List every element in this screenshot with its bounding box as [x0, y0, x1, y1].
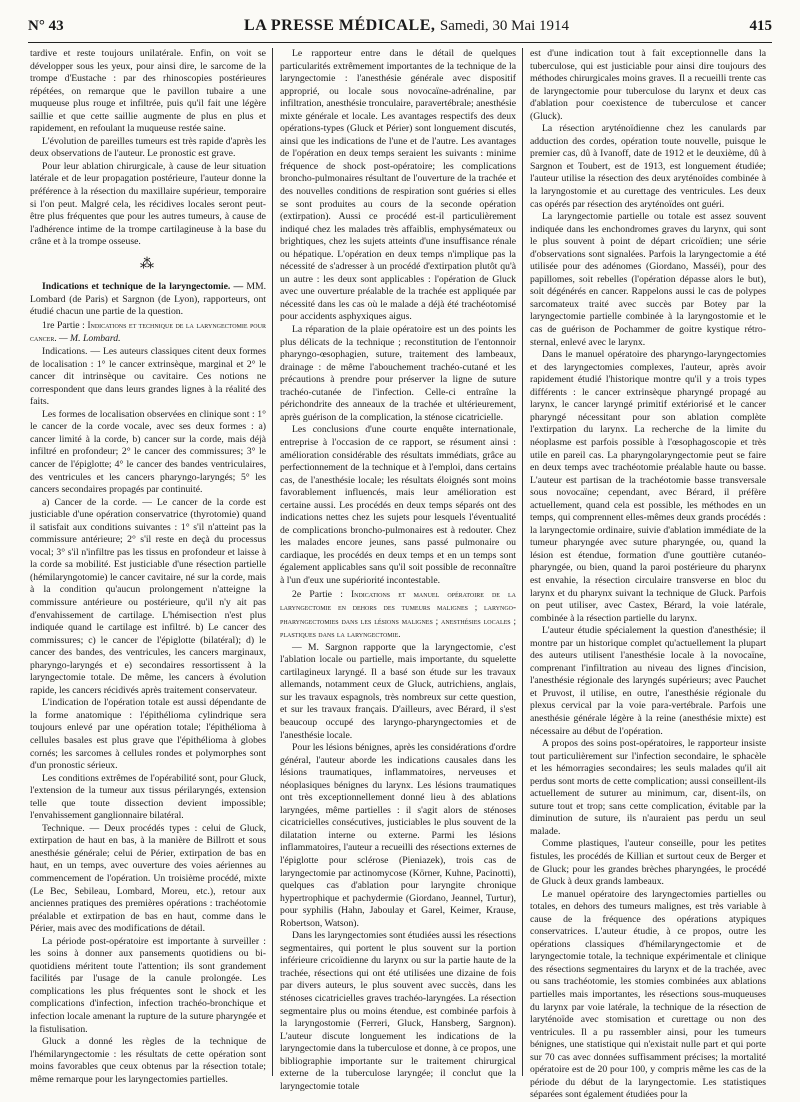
part-subject: Indications et manuel opératoire de la laryngectomie en dehors des tumeurs malignes ; laryngo-pharyngectomies dans les lésions malignes ; anesthésies locales ; plastiques dans la laryngectomie.: [280, 588, 516, 640]
paragraph: Gluck a donné les règles de la technique de l'hémilaryngectomie : les résultats de cette opération sont moins favorables que ceux obtenus par la résection totale; même remarque pour les laryngectomies partielles.: [30, 1036, 266, 1085]
paragraph: La période post-opératoire est importante à surveiller : les soins à donner aux pansements quotidiens ou bi-quotidiens méritent toute l'attention; ils sont grandement facilités par l'usage de la canule prolongée. Les complications les plus fréquentes sont le shock et les complications d'infection, infection trachéo-bronchique et infection locale amenant la rupture de la suture pharyngée et la fistulisation.: [30, 935, 266, 1035]
paragraph: Les conditions extrêmes de l'opérabilité sont, pour Gluck, l'extension de la tumeur aux tissus périlaryngés, extension telle que toute dissection devient impossible; l'envahissement ganglionnaire bilatéral.: [30, 772, 266, 822]
paragraph: Technique. — Deux procédés types : celui de Gluck, extirpation de haut en bas, à la manière de Billrott et sous anesthésie générale; celui de Périer, extirpation de bas en haut, en un temps, avec ouverture des voies aériennes au commencement de l'opération. Un troisième procédé, mixte (Le Bec, Sebileau, Lombard, Moreu, etc.), retour aux anciennes pratiques des premières opérations : trachéotomie préalable et extirpation de bas en haut, comme dans le Périer, mais avec des modifications de détail.: [30, 822, 266, 935]
paragraph: Les formes de localisation observées en clinique sont : 1° le cancer de la corde vocale, avec ses deux formes : a) cancer limité à la corde, b) cancer sur la corde, mais déjà infiltré en profondeur; 2° le cancer des commissures; 3° le cancer de l'épiglotte; 4° le cancer des bandes ventriculaires, des ventricules et les cancers pharyngo-laryngés; 5° les cancers secondaires propagés par continuité.: [30, 408, 266, 496]
part-subject: Indications et technique de la laryngectomie pour cancer.: [30, 319, 266, 344]
part-author: — M. Lombard.: [59, 333, 121, 345]
paragraph: tardive et reste toujours unilatérale. Enfin, on voit se développer sous les yeux, pour ainsi dire, le sarcome de la trompe d'Eustache : par des rhinoscopies postérieures répétées, on remarque que le pavillon tubaire a une muqueuse plus rouge et infiltrée, puis qu'il fait une légère saillie et que cette saillie augmente de plus en plus et rapidement, en refoulant la muqueuse restée saine.: [30, 48, 266, 135]
page-number: 415: [749, 18, 772, 34]
paragraph: Le rapporteur entre dans le détail de quelques particularités extrêmement importantes de la technique de la laryngectomie : l'anesthésie générale avec dispositif approprié, ou locale sous novocaïne-adrénaline, par infiltration, anesthésie tronculaire, paravertébrale; anesthésie mixte générale et locale. Les avantages respectifs des deux opérations-types (Gluck et Périer) sont longuement discutés, ainsi que les indications de l'une et de l'autre. Les avantages de l'opération en deux temps seraient les suivants : minime fréquence de shock post-opératoire; les complications broncho-pulmonaires résultant de l'ouverture de la trachée et des nouvelles conditions de respiration sont guéries si elles se sont produites au cours de la seconde opération (extirpation). Aussi ce procédé est-il particulièrement indiqué chez les malades très affaiblis, emphysémateux ou brightiques, chez les sujets atteints d'une insuffisance rénale ou hépatique. L'opération en deux temps n'implique pas la nécessité de s'adresser à un procédé d'extirpation plutôt qu'à un autre : les deux sont applicables : l'opération de Gluck avec une ouverture préalable de la trachée est appliquée par nécessité dans les cas où le malade a déjà été trachéotomisé pour accidents asphyxiques aigus.: [280, 48, 516, 323]
paragraph: L'auteur étudie spécialement la question d'anesthésie; il montre par un historique complet qu'actuellement la plupart des auteurs utilisent l'anesthésie locale à la novocaïne, comprenant l'infiltration au niveau des lignes d'incision, l'anesthésie régionale des laryngés supérieurs; avec Pauchet et Pruvost, il utilise, en outre, l'anesthésie régionale du plexus cervical par la voie para-vertébrale. Parfois une anesthésie générale légère à la reine (anesthésie mixte) est nécessaire au début de l'opération.: [530, 625, 766, 737]
paragraph: Dans le manuel opératoire des pharyngo-laryngectomies et des laryngectomies complexes, l'auteur, après avoir rapidement étudié l'historique montre qu'il y a trois types différents : le cancer extrinsèque pharyngé propagé au larynx, le cancer laryngé primitif extériorisé et le cancer pharyngé nécessitant pour son ablation complète l'extirpation du larynx. La recherche de la limite du néoplasme est parfois possible à l'œsophagoscopie et très utile en pareil cas. La pharyngolaryngectomie peut se faire en deux temps avec trachéotomie préalable haute ou basse. L'auteur est partisan de la trachéotomie basse transversale sous novocaïne; cependant, avec Bérard, il préfère actuellement, quand cela est possible, les méthodes en un temps, qui comprennent elles-mêmes deux grands procédés : la laryngectomie ordinaire, suivie d'ablation immédiate de la tumeur pharyngée avec suture pharyngée, ou, quand la lésion est étendue, formation d'une gouttière cutanéo-pharyngée, ou bien, quand la paroi postérieure du pharynx est envahie, la résection circulaire transverse en bloc du larynx et du pharynx suivant la technique de Gluck. Parfois on peut utiliser, avec Castex, Bérard, la voie latérale, combinée à la résection partielle du larynx.: [530, 349, 766, 624]
paragraph: a) Cancer de la corde. — Le cancer de la corde est justiciable d'une opération conservatrice (thyrotomie) quand il satisfait aux conditions suivantes : 1° s'il n'atteint pas la commissure antérieure; 2° s'il reste en deçà du processus vocal; 3° s'il n'infiltre pas les tissus en profondeur et laisse à la corde sa mobilité. Est justiciable d'une résection partielle (hémilaryngotomie) le cancer cavitaire, né sur la corde, mais à la condition qu'aucun prolongement n'atteigne la commissure antérieure ou postérieure, qu'il n'y ait pas d'envahissement de cartilage. L'hémisection n'est plus indiquée quand le cartilage est infiltré. b) Le cancer des commissures; c) le cancer de l'épiglotte (bilatéral); d) le cancer des bandes, des ventricules, les cancers marginaux, pharyngo-laryngés et e) secondaires ressortissent à la laryngectomie totale. De même, les cancers à évolution rapide, les cancers récidivés après traitement conservateur.: [30, 496, 266, 696]
part-title: [280, 588, 516, 642]
paragraph: Le manuel opératoire des laryngectomies partielles ou totales, en dehors des tumeurs malignes, est très variable à cause de la fréquence des opérations atypiques conservatrices. L'auteur étudie, à ce propos, outre les opérations classiques d'hémilaryngectomie et de laryngectomie totale, la technique expérimentale et clinique des résections segmentaires du larynx et de la trachée, avec ou sans trachéotomie, les stomies combinées aux ablations partielles mais importantes, les résections sous-muqueuses du larynx par voie latérale, la technique de la résection de laryténoïde avec stomisation et curettage ou non des ventricules. Il a pu rassembler ainsi, pour les tumeurs bénignes, une statistique qui n'existait nulle part et qui porte sur 70 cas avec données suffisamment précises; la mortalité opératoire est de 20 pour 100, y compris même les cas de la période du début de la laryngectomie. Les statistiques séparées sont également étudiées pour la: [530, 888, 766, 1101]
part-label: 2e Partie :: [292, 588, 343, 600]
column-1: [30, 48, 266, 1085]
paragraph: La réparation de la plaie opératoire est un des points les plus délicats de la technique ; reconstitution de l'entonnoir pharyngo-œsophagien, suture, traitement des lambeaux, drainage : de même l'abouchement trachéo-cutané et les précautions à prendre pour préserver la ligne de suture trachéo-cutanée de l'infection. Celle-ci entraîne la périchondrite des anneaux de la trachée et ultérieurement, après guérison de la complication, la sténose cicatricielle.: [280, 324, 516, 423]
part-label: 1re Partie :: [42, 319, 85, 331]
part-title: [30, 319, 266, 346]
issue-number: N° 43: [28, 18, 64, 34]
column-3: [530, 48, 766, 1101]
paragraph: L'évolution de pareilles tumeurs est très rapide d'après les deux observations de l'auteur. Le pronostic est grave.: [30, 135, 266, 160]
paragraph: La laryngectomie partielle ou totale est assez souvent indiquée dans les enchondromes graves du larynx, qui sont le plus souvent à point de départ cricoïdien; une série d'observations sont signalées. Parfois la laryngectomie a été utilisée pour des adénomes (Giordano, Masséi), pour des papillomes, soit rebelles (l'opération dépasse alors le but), soit dégénérés en cancer. Rappelons aussi le cas de polypes sarcomateux traité avec succès par Botey par la laryngectomie partielle combinée à la laryngostomie et le cas de guérison de Pochammer de goitre kystique rétro-sternal, enlevé avec le larynx.: [530, 211, 766, 348]
paragraph: L'indication de l'opération totale est aussi dépendante de la forme anatomique : l'épithélioma cylindrique sera toujours enlevé par une opération totale; l'épithélioma à cellules basales est plus grave que l'épithélioma à globes cornés; les sarcomes à cellules rondes et polymorphes sont d'un pronostic sérieux.: [30, 697, 266, 772]
paragraph: Dans les laryngectomies sont étudiées aussi les résections segmentaires, qui portent le plus souvent sur la portion inférieure cricoïdienne du larynx ou sur la partie haute de la trachée, résections qui ont été utilisées une dizaine de fois par divers auteurs, le plus souvent avec succès, dans les sténoses cicatricielles graves trachéo-laryngées. La résection segmentaire plus ou moins étendue, est combinée parfois à la laryngostomie (Ferreri, Gluck, Hansberg, Sargnon). L'auteur discute longuement les indications de la laryngectomie dans la tuberculose et donne, à ce propos, une bibliographie importante sur le traitement chirurgical externe de la tuberculose laryngée; il conclut que la laryngectomie totale: [280, 930, 516, 1092]
issue-date: Samedi, 30 Mai 1914: [439, 18, 570, 34]
heading-title: Indications et technique de la laryngectomie. —: [42, 281, 244, 293]
journal-name: LA PRESSE MÉDICALE,: [244, 17, 436, 34]
running-header: [28, 17, 772, 39]
paragraph: est d'une indication tout à fait exceptionnelle dans la tuberculose, qui est justiciable pour ainsi dire toujours des méthodes chirurgicales moins graves. Il a recueilli trente cas de laryngectomie pour tuberculose du larynx et deux cas d'ablation pour coexistence de tuberculose et cancer (Gluck).: [530, 48, 766, 122]
paragraph: A propos des soins post-opératoires, le rapporteur insiste tout particulièrement sur l'infection secondaire, le sphacèle et les hémorragies secondaires; les seuls malades qu'il ait perdus sont morts de cette complication; aussi conseillent-ils actuellement de suturer au minimum, car, disent-ils, on suture tout et trop; sans cette complication, évitable par la diminution de suture, ils n'auraient pas perdu un seul malade.: [530, 738, 766, 837]
paragraph: Les conclusions d'une courte enquête internationale, entreprise à l'occasion de ce rapport, se résument ainsi : amélioration considérable des résultats immédiats, grâce au perfectionnement de la technique et à l'emploi, dans certains cas, de l'anesthésie locale; les résultats éloignés sont moins favorablement influencés, mais leur amélioration est certaine aussi. Les procédés en deux temps séparés ont des indications nettes chez les sujets pour lesquels l'éventualité de complications broncho-pulmonaires est à redouter. Chez les malades encore jeunes, sans passé pulmonaire ou cardiaque, les procédés en deux temps et en un temps sont également applicables sans qu'il soit possible de reconnaître à l'un d'eux une supériorité incontestable.: [280, 424, 516, 586]
paragraph: — M. Sargnon rapporte que la laryngectomie, c'est l'ablation locale ou partielle, mais importante, du squelette cartilagineux laryngé. Il a basé son étude sur les travaux allemands, notamment ceux de Gluck, autrichiens, anglais, sur les travaux espagnols, très nombreux sur cette question, et sur les travaux français. D'ailleurs, avec Bérard, il s'est beaucoup occupé des laryngo-pharyngectomies et de l'anesthésie locale.: [280, 641, 516, 741]
header-rule: [28, 42, 772, 43]
paragraph: La résection aryténoïdienne chez les canulards par adduction des cordes, opération toute nouvelle, puisque le premier cas, dû à Ivanoff, date de 1912 et le deuxième, dû à Sargnon et Toubert, est de 1913, est longuement étudiée; l'auteur utilise la résection des deux aryténoïdes combinée à la laryngostomie et au curettage des ventricules. Les deux cas opérés par résection des aryténoïdes ont guéri.: [530, 123, 766, 210]
section-separator: ⁂: [140, 256, 156, 272]
journal-title: [244, 17, 569, 35]
heading-rest: MM. Lombard (de Paris) et Sargnon (de Lyon), rapporteurs, ont étudié chacun une partie de la question.: [30, 281, 266, 318]
column-divider: [522, 48, 523, 1076]
paragraph: Indications. — Les auteurs classiques citent deux formes de localisation : 1° le cancer extrinsèque, marginal et 2° le cancer dit intrinsèque ou cavitaire. Ces notions ne correspondent que dans leurs grandes lignes à la réalité des faits.: [30, 346, 266, 408]
column-divider: [272, 48, 273, 1076]
section-heading: [30, 281, 266, 319]
paragraph: Pour leur ablation chirurgicale, à cause de leur situation latérale et de leur propagation postérieure, l'auteur donne la préférence à la résection du maxillaire supérieur, temporaire si l'on peut. Malgré cela, les récidives locales seront peut-être plus fréquentes que pour les autres tumeurs, à cause de l'adhérence intime de la trompe cartilagineuse à la base du crâne et à la trompe osseuse.: [30, 160, 266, 248]
paragraph: Pour les lésions bénignes, après les considérations d'ordre général, l'auteur aborde les indications causales dans les lésions traumatiques, inflammatoires, nerveuses et néoplasiques bénignes du larynx. Les lésions traumatiques ont très exceptionnellement donné lieu à des ablations laryngées, même partielles : il s'agit alors de sténoses cicatricielles consécutives, justiciables le plus souvent de la dilatation interne ou externe. Parmi les lésions inflammatoires, l'auteur a recueilli des résections externes de l'épiglotte pour sclérose (Pieniazek), trois cas de laryngectomie par actinomycose (Körner, Kuhne, Pacinotti), quelques cas d'ablation pour laryngite chronique hypertrophique et pachydermie (Giordano, Jeannel, Turtur), pour syphilis (Hahn, Jaboulay et Garel, Keimer, Krause, Robertson, Watson).: [280, 742, 516, 929]
paragraph: Comme plastiques, l'auteur conseille, pour les petites fistules, les procédés de Killian et surtout ceux de Berger et de Gluck; pour les grandes brèches pharyngées, le procédé de Gluck à deux grands lambeaux.: [530, 838, 766, 888]
column-2: [280, 48, 516, 1092]
